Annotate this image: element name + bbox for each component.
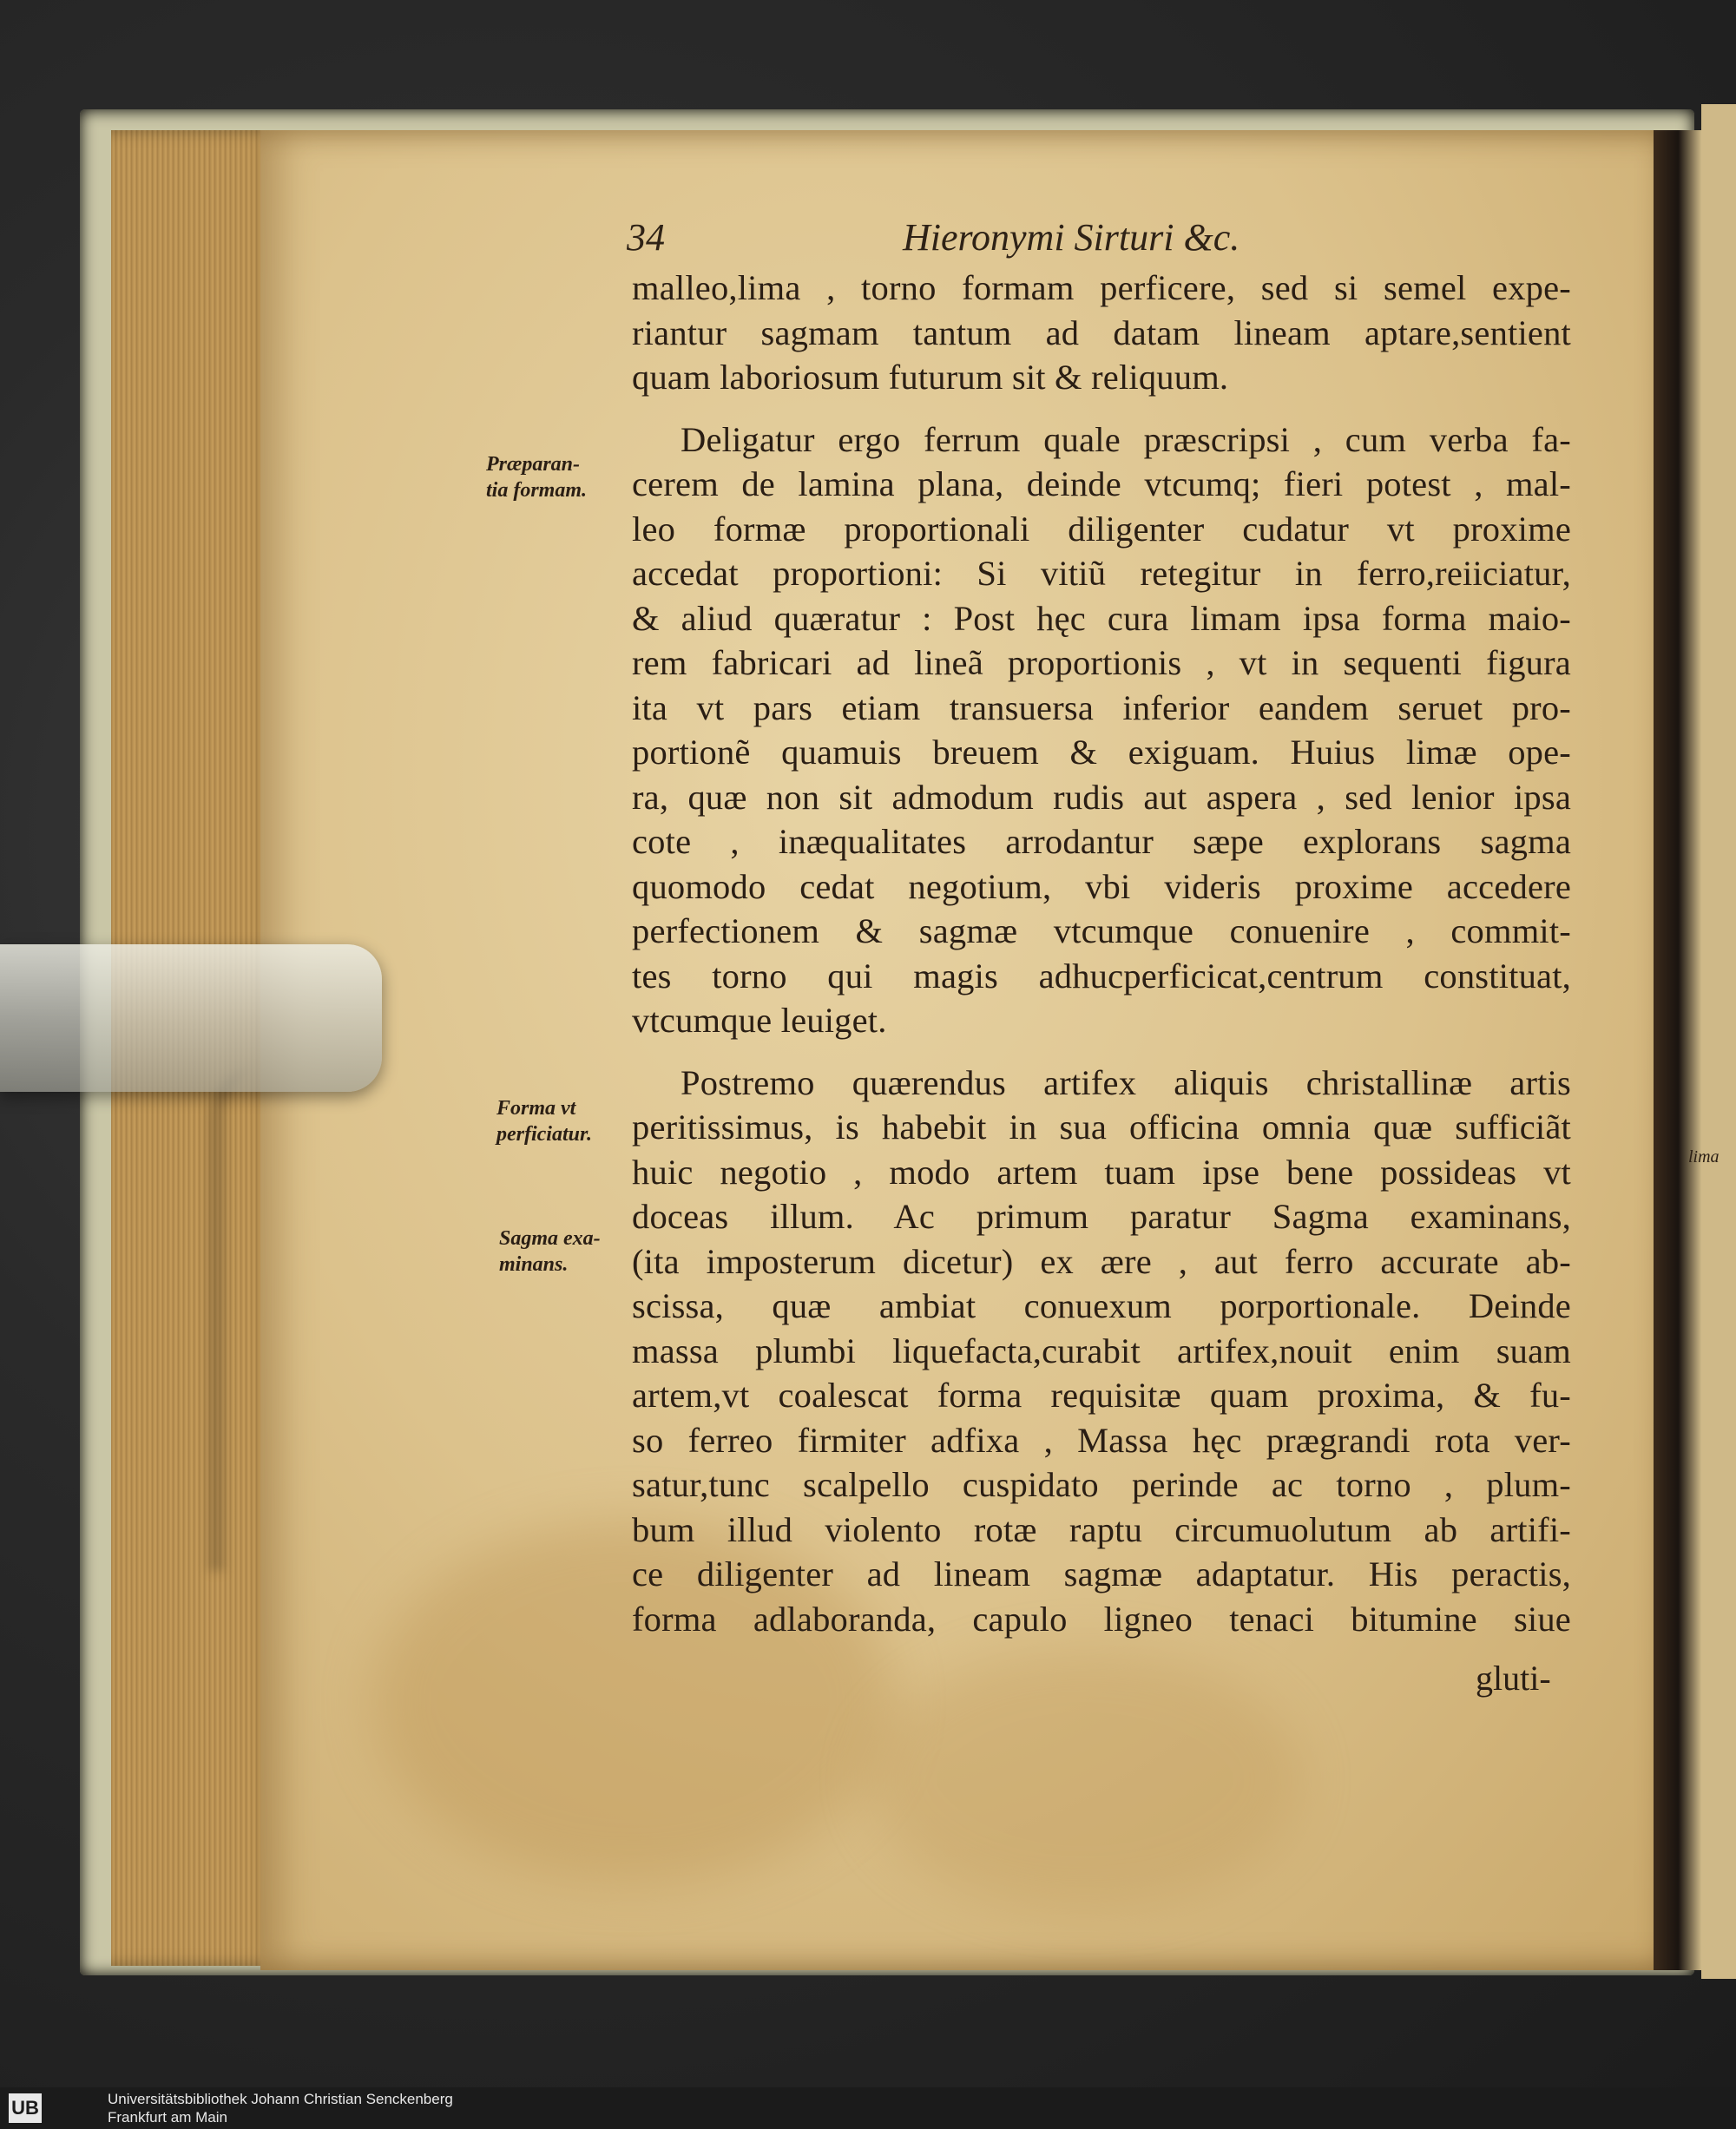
text-line: Postremo quærendus artifex aliquis christallinæ artis (681, 1062, 1571, 1102)
facing-page-edge (1701, 104, 1736, 1979)
running-head: Hieronymi Sirturi &c. (903, 216, 1240, 259)
text-line: huic negotio , modo artem tuam ipse bene possideas vt (632, 1152, 1571, 1192)
body-text (632, 266, 1571, 1641)
margin-note-line: perficiatur. (496, 1123, 593, 1146)
text-line: Deligatur ergo ferrum quale præscripsi , cum verba fa- (681, 419, 1571, 459)
catchword: gluti- (1476, 1659, 1551, 1698)
text-line: cote , inæqualitates arrodantur sæpe explorans sagma (632, 822, 1571, 861)
text-line: cerem de lamina plana, deinde vtcumq; fieri potest , mal- (632, 464, 1571, 503)
margin-note-line: Præparan- (486, 453, 581, 476)
text-line: riantur sagmam tantum ad datam lineam aptare,sentient (632, 312, 1571, 352)
text-line: so ferreo firmiter adfixa , Massa hęc prægrandi rota ver- (632, 1420, 1571, 1460)
text-line: doceas illum. Ac primum paratur Sagma examinans, (632, 1197, 1571, 1236)
text-line: ra, quæ non sit admodum rudis aut aspera , sed lenior ipsa (632, 777, 1571, 817)
text-line: & aliud quæratur : Post hęc cura limam ipsa forma maio- (632, 598, 1571, 638)
margin-note-line: minans. (499, 1253, 569, 1276)
margin-note-praeparantia (486, 451, 587, 503)
text-line: ce diligenter ad lineam sagmæ adaptatur. His peractis, (632, 1554, 1571, 1593)
text-line: rem fabricari ad lineã proportionis , vt in sequenti figura (632, 643, 1571, 682)
text-line: portionẽ quamuis breuem & exiguam. Huius limæ ope- (632, 733, 1571, 772)
margin-note-line: tia formam. (486, 479, 588, 502)
page-number: 34 (627, 216, 665, 259)
margin-note-lima: lima (1688, 1147, 1720, 1166)
text-line: quam laboriosum futurum sit & reliquum. (632, 358, 1229, 397)
footer-library-name: Universitätsbibliothek Johann Christian Senckenberg (108, 2091, 453, 2107)
text-line: forma adlaboranda, capulo ligneo tenaci bitumine siue (632, 1599, 1571, 1639)
text-line: massa plumbi liquefacta,curabit artifex,nouit enim suam (632, 1331, 1571, 1370)
margin-note-line: Sagma exa- (499, 1227, 601, 1250)
text-line: satur,tunc scalpello cuspidato perinde ac torno , plum- (632, 1465, 1571, 1504)
text-line: malleo,lima , torno formam perficere, sed si semel expe- (632, 268, 1571, 307)
text-line: ita vt pars etiam transuersa inferior eandem seruet pro- (632, 687, 1571, 727)
text-line: quomodo cedat negotium, vbi videris proxime accedere (632, 866, 1571, 906)
text-line: bum illud violento rotæ raptu circumuolutum ab artifi- (632, 1509, 1571, 1549)
text-line: accedat proportioni: Si vitiũ retegitur in ferro,reiiciatur, (632, 554, 1571, 593)
text-line: (ita imposterum dicetur) ex ære , aut ferro accurate ab- (632, 1241, 1571, 1281)
margin-note-line: Forma vt (496, 1097, 576, 1120)
text-line: tes torno qui magis adhucperficicat,centrum constituat, (632, 956, 1571, 996)
margin-note-sagma (499, 1225, 601, 1278)
text-line: artem,vt coalescat forma requisitæ quam proxima, & fu- (632, 1376, 1571, 1415)
margin-note-forma (496, 1095, 592, 1147)
logo-mark: UB (9, 2093, 42, 2123)
glass-weight (0, 944, 382, 1092)
text-line: scissa, quæ ambiat conuexum porportionale. Deinde (632, 1286, 1571, 1325)
footer-bar (0, 2087, 1736, 2129)
text-line: leo formæ proportionali diligenter cudatur vt proxime (632, 509, 1571, 549)
text-line: peritissimus, is habebit in sua officina omnia quæ sufficiãt (632, 1107, 1571, 1147)
text-line: perfectionem & sagmæ vtcumque conuenire , commit- (632, 911, 1571, 950)
library-logo (9, 2093, 95, 2124)
text-line: vtcumque leuiget. (632, 1001, 887, 1040)
glass-weight-shadow (208, 1068, 354, 1571)
footer-location: Frankfurt am Main (108, 2109, 227, 2126)
